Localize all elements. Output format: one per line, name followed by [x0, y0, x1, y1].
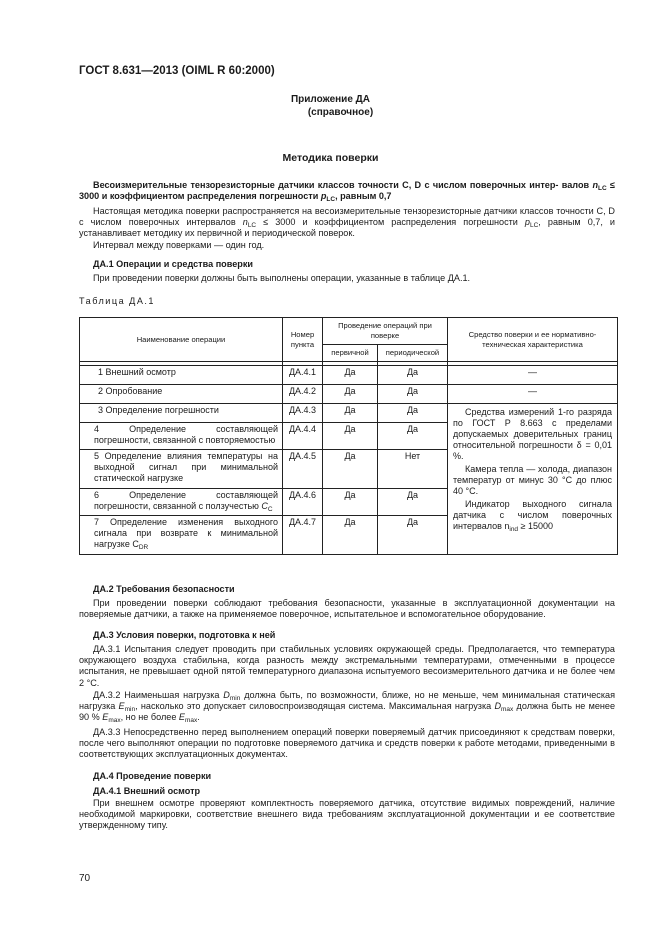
section-da2-title: ДА.2 Требования безопасности	[93, 584, 235, 594]
table-row: 6 Определение составляющей погрешности, связанной с ползучестью $C_C$ ДА.4.6 Да Да	[80, 489, 618, 516]
section-da1-title: ДА.1 Операции и средства поверки	[93, 259, 253, 269]
table-row: 3 Определение погрешности ДА.4.3 Да Да Средства измерений 1-го разряда по ГОСТ Р 8.663 с пределами допускаемых доверительных границ относительной погрешности δ = 0,01 %. Камера тепла — холода, диапазон температур от минус 30 °С до плюс 40 °С. Индикатор выходного сигнала датчика с числом поверочных интервалов $n_{ind} \ge 15000$	[80, 404, 618, 423]
section-da1-text: При проведении поверки должны быть выполнены операции, указанные в таблице ДА.1.	[93, 273, 471, 283]
col-header-periodic: периодической	[378, 345, 448, 362]
table-row: 1 Внешний осмотр ДА.4.1 Да Да —	[80, 366, 618, 385]
section-da3-p3: ДА.3.3 Непосредственно перед выполнением операций поверки поверяемый датчик присоединяют к средствам поверки, после чего выполняют операции по подготовке поверяемого датчика и средств поверки к работе методами, приведенными в соответствующих эксплуатационных документах.	[79, 727, 615, 760]
section-da3-title: ДА.3 Условия поверки, подготовка к ней	[93, 630, 276, 640]
merged-means-cell: Средства измерений 1-го разряда по ГОСТ Р 8.663 с пределами допускаемых доверительных границ относительной погрешности δ = 0,01 %. Камера тепла — холода, диапазон температур от минус 30 °С до плюс 40 °С. Индикатор выходного сигнала датчика с числом поверочных интервалов $n_{ind} \ge 15000$	[448, 404, 618, 555]
section-da41-title: ДА.4.1 Внешний осмотр	[93, 786, 201, 796]
appendix-title: Приложение ДА	[290, 94, 371, 105]
appendix-subtitle: (справочное)	[307, 107, 374, 118]
method-title: Методика поверки	[282, 152, 379, 164]
intro-bold-paragraph: Весоизмерительные тензорезисторные датчики классов точности С, D с числом поверочных интер- валов $n_{LC} \le 3000$ и коэффициентом распределения погрешности $p_{LC}$, равным 0,7	[79, 180, 615, 204]
table-row: 5 Определение влияния температуры на выходной сигнал при минимальной статической нагрузке ДА.4.5 Да Нет	[80, 450, 618, 489]
col-header-number: Номер пункта	[283, 318, 323, 362]
table-row: 7 Определение изменения выходного сигнала при возврате к минимальной нагрузке $C_{DR}$ ДА.4.7 Да Да	[80, 516, 618, 555]
section-da2-text: При проведении поверки соблюдают требования безопасности, указанные в эксплуатационной документации на поверяемые датчики, а также на применяемое поверочное, испытательное и вспомогательное оборудование.	[79, 598, 615, 620]
section-da4-title: ДА.4 Проведение поверки	[93, 771, 212, 781]
table-row: 4 Определение составляющей погрешности, связанной с повторяемостью ДА.4.4 Да Да	[80, 423, 618, 450]
section-da3-p1: ДА.3.1 Испытания следует проводить при стабильных условиях окружающей среды. Предполагается, что температура окружающего воздуха стабильна, когда разность между экстремальными температурами, отмеченными в процессе испытания, не превышает одной пятой температурного диапазона испытуемого весоизмерительного датчика и не более чем 2 °С.	[79, 644, 615, 688]
col-header-means: Средство поверки и ее нормативно-техническая характеристика	[448, 318, 618, 362]
col-header-procedure: Проведение операций при поверке	[323, 318, 448, 345]
section-da3-p2: ДА.3.2 Наименьшая нагрузка $D_{min}$ должна быть, по возможности, ближе, но не меньше, чем минимальная статическая нагрузка $E_{min}$, насколько это допускает силовоспроизводящая система. Максимальная нагрузка $D_{max}$ должна быть не менее 90 % $E_{max}$, но не более $E_{max}$.	[79, 690, 616, 725]
table-row: 2 Опробование ДА.4.2 Да Да —	[80, 385, 618, 404]
operations-table	[79, 317, 618, 555]
intro-interval-paragraph: Интервал между поверками — один год.	[93, 240, 265, 250]
col-header-name: Наименование операции	[80, 318, 283, 362]
page-number: 70	[79, 873, 91, 884]
table-caption: Таблица ДА.1	[79, 296, 155, 306]
intro-scope-paragraph: Настоящая методика поверки распространяется на весоизмерительные тензорезисторные датчики классов точности С, D с числом поверочных интервалов $n_{LC} \le 3000$ и коэффициентом распределения погрешности $p_{LC}$, равным 0,7, и устанавливает методику их первичной и периодической поверок.	[79, 206, 616, 239]
appendix-heading	[0, 93, 661, 119]
section-da41-text: При внешнем осмотре проверяют комплектность поверяемого датчика, отсутствие видимых повреждений, наличие необходимой маркировки, соответствие внешнего вида требованиям эксплуатационной документации и ее соответствие утвержденному типу.	[79, 798, 615, 831]
standard-header: ГОСТ 8.631—2013 (OIML R 60:2000)	[79, 65, 275, 77]
col-header-primary: первичной	[323, 345, 378, 362]
